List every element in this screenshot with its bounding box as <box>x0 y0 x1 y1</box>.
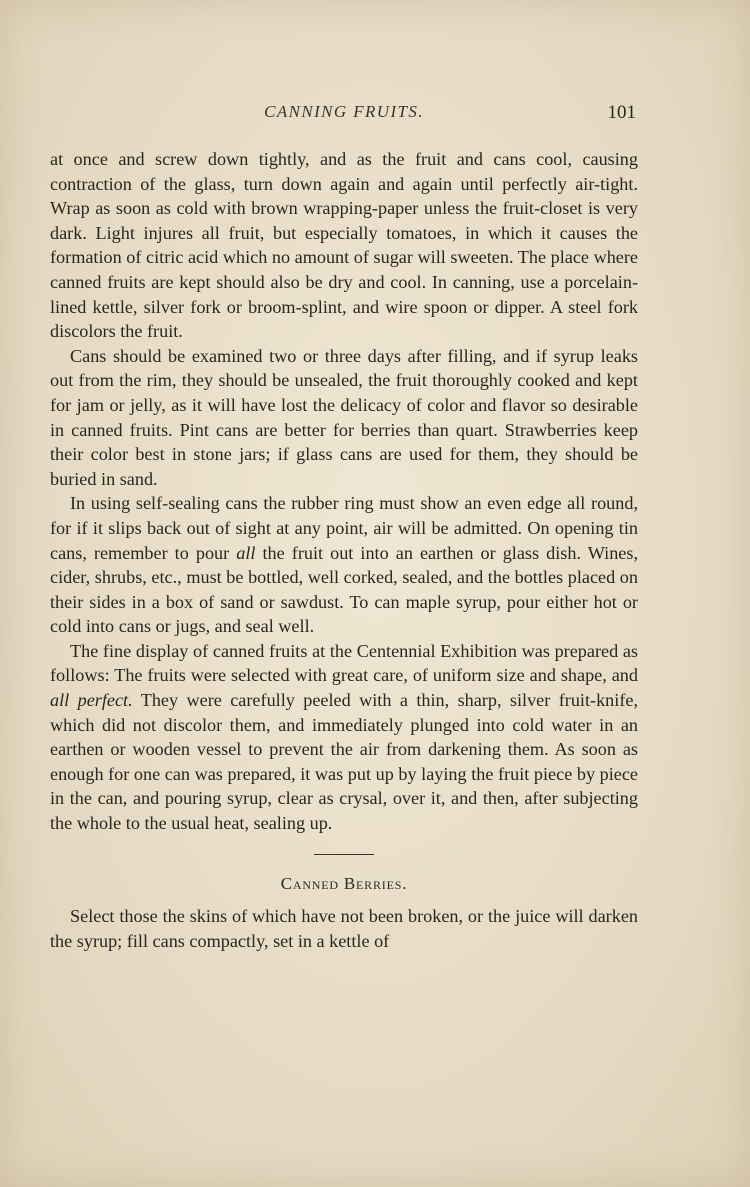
paragraph: Cans should be examined two or three days after filling, and if syrup leaks out from the rim, they should be unsealed, the fruit thoroughly cooked and kept for jam or jelly, as it will have lost the delicacy of color and flavor so desirable in canned fruits. Pint cans are better for berries than quart. Strawberries keep their color best in stone jars; if glass cans are used for them, they should be buried in sand. <box>50 345 638 489</box>
paragraph-text: They were carefully peeled with a thin, sharp, silver fruit-knife, which did not discolor them, and immediately plunged into cold water in an earthen or wooden vessel to prevent the air from darkening them. As soon as enough for one can was prepared, it was put up by laying the fruit piece by piece in the can, and pouring syrup, clear as crysal, over it, and then, after subjecting the whole to the usual heat, sealing up. <box>50 690 639 834</box>
page-number: 101 <box>607 102 636 123</box>
body-text <box>50 147 638 953</box>
paragraph <box>50 639 638 836</box>
emphasis: all perfect. <box>50 690 133 711</box>
paragraph: Select those the skins of which have not been broken, or the juice will darken the syrup; fill cans compactly, set in a kettle of <box>50 906 638 951</box>
running-title: CANNING FRUITS. <box>264 102 424 121</box>
section-divider <box>314 854 374 855</box>
paragraph: at once and screw down tightly, and as the fruit and cans cool, causing contraction of the glass, turn down again and again until perfectly air-tight. Wrap as soon as cold with brown wrapping-paper unless the fruit-closet is very dark. Light injures all fruit, but especially tomatoes, in which it causes the formation of citric acid which no amount of sugar will sweeten. The place where canned fruits are kept should also be dry and cool. In canning, use a porcelain-lined kettle, silver fork or broom-splint, and wire spoon or dipper. A steel fork discolors the fruit. <box>50 149 638 342</box>
paragraph-text: The fine display of canned fruits at the Centennial Exhibition was prepared as follows: The fruits were selected with great care, of uniform size and shape, and <box>50 640 638 686</box>
paragraph-text: the fruit out into an earthen or glass dish. Wines, cider, shrubs, etc., must be bottled, well corked, sealed, and the bottles placed on their sides in a box of sand or sawdust. To can maple syrup, pour either hot or cold into cans or jugs, and seal well. <box>50 542 638 637</box>
paragraph-text: In using self-sealing cans the rubber ring must show an even edge all round, for if it slips back out of sight at any point, air will be admitted. On opening tin cans, remember to pour <box>50 493 638 563</box>
running-head <box>50 102 638 130</box>
paragraph <box>50 491 638 639</box>
emphasis: all <box>236 542 256 563</box>
section-heading: Canned Berries. <box>280 873 408 893</box>
